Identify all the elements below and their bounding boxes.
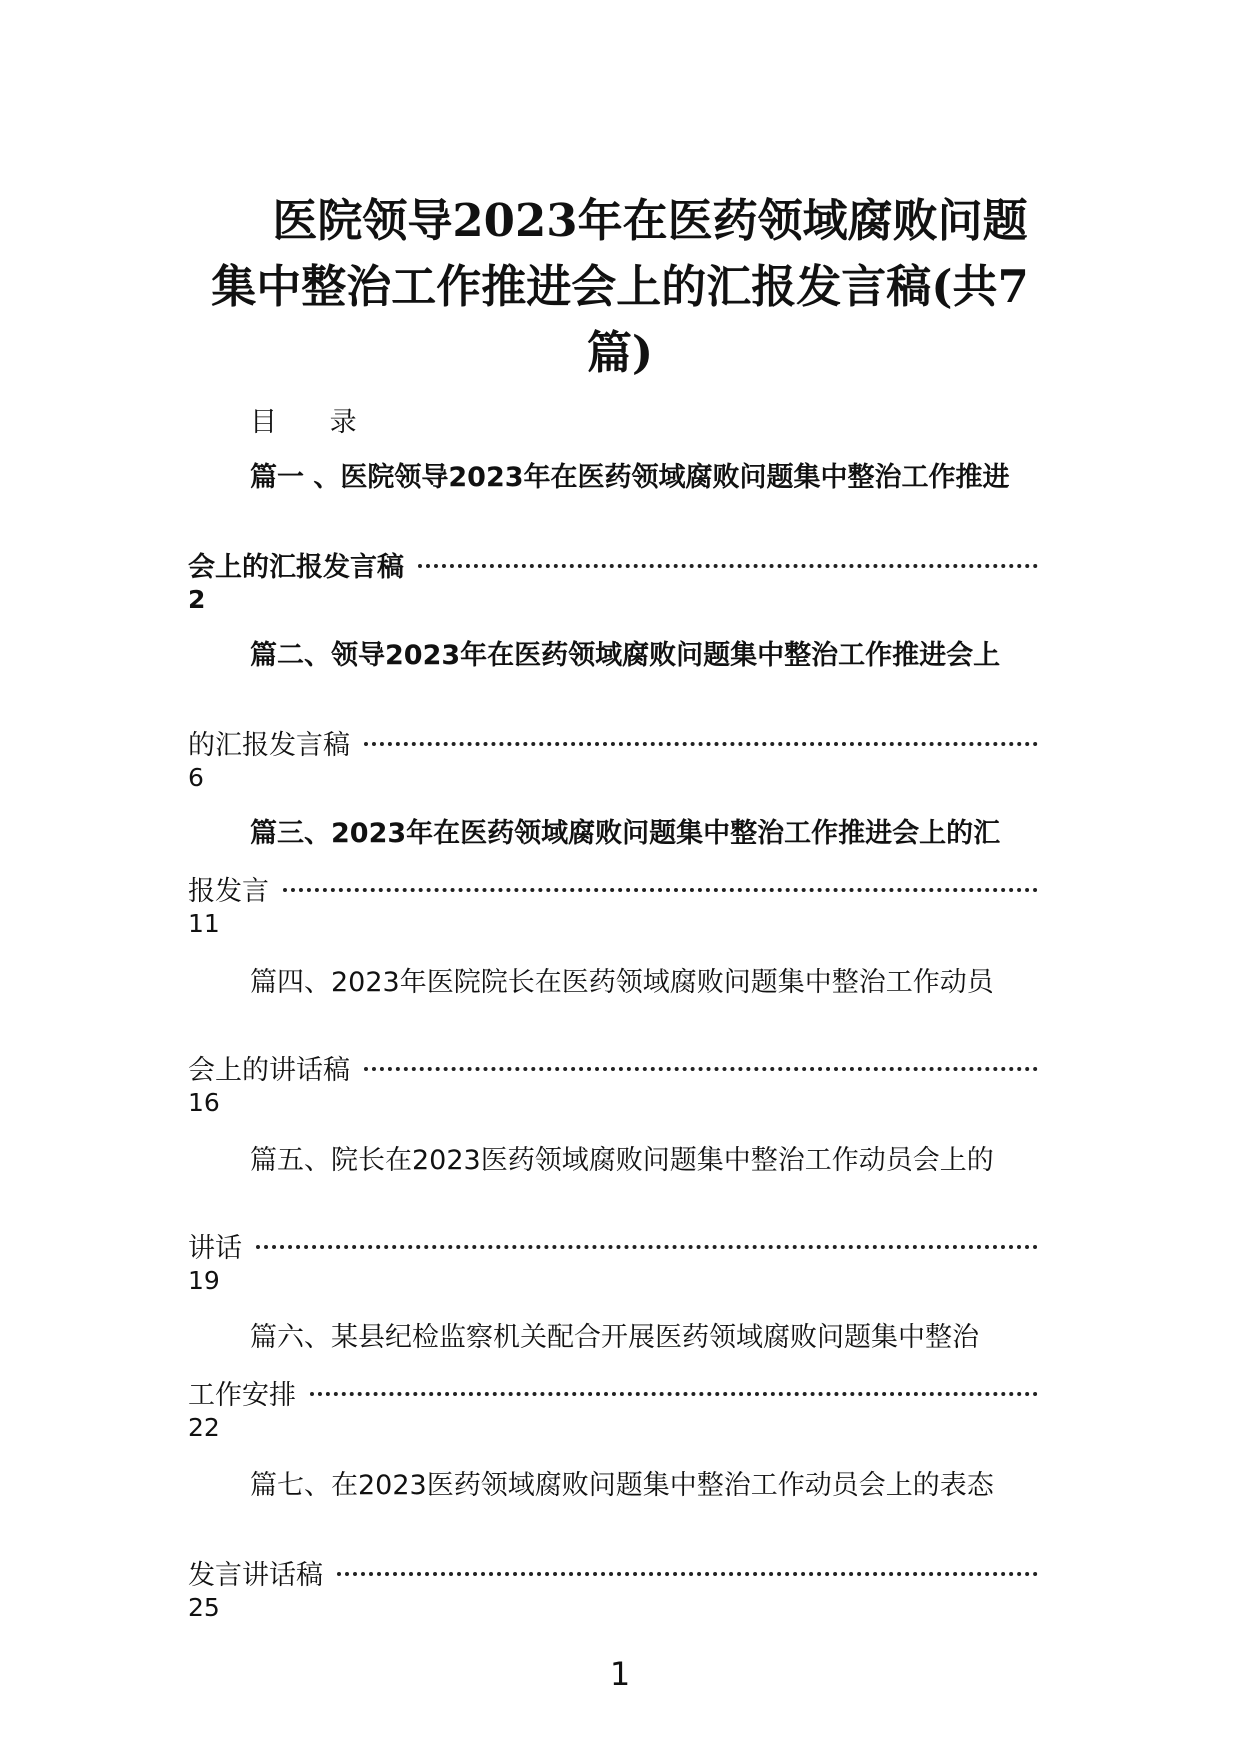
toc-entry-6-page: 22 — [188, 1413, 220, 1442]
toc-entry-5-tail-text: 讲话 — [188, 1233, 242, 1264]
toc-entry-1-page: 2 — [188, 585, 206, 614]
toc-entry-6-tail[interactable] — [188, 1380, 1038, 1444]
toc-entry-7-page: 25 — [188, 1593, 220, 1622]
dot-leader — [418, 564, 1038, 568]
title-line-3: 篇) — [586, 326, 654, 379]
toc-entry-4-head[interactable]: 篇四、2023年医院院长在医药领域腐败问题集中整治工作动员 — [250, 967, 994, 998]
document-title — [190, 188, 1050, 386]
toc-label: 目 录 — [250, 407, 379, 438]
toc-entry-4-tail-text: 会上的讲话稿 — [188, 1055, 350, 1086]
toc-entry-7-tail[interactable] — [188, 1560, 1038, 1624]
toc-entry-1-head[interactable]: 篇一 、医院领导2023年在医药领域腐败问题集中整治工作推进 — [250, 462, 1010, 493]
toc-entry-6-head[interactable]: 篇六、某县纪检监察机关配合开展医药领域腐败问题集中整治 — [250, 1322, 979, 1353]
title-line-1: 医院领导2023年在医药领域腐败问题 — [272, 194, 1028, 247]
footer-page-number: 1 — [609, 1655, 631, 1693]
toc-entry-1-tail[interactable] — [188, 552, 1038, 616]
toc-entry-4-page: 16 — [188, 1088, 220, 1117]
dot-leader — [256, 1245, 1038, 1249]
toc-entry-3-head[interactable]: 篇三、2023年在医药领域腐败问题集中整治工作推进会上的汇 — [250, 818, 1001, 849]
toc-entry-3-page: 11 — [188, 909, 220, 938]
title-line-2: 集中整治工作推进会上的汇报发言稿(共7 — [211, 260, 1029, 313]
toc-entry-4-tail[interactable] — [188, 1055, 1038, 1119]
dot-leader — [364, 742, 1038, 746]
dot-leader — [310, 1392, 1038, 1396]
toc-entry-2-page: 6 — [188, 763, 204, 792]
toc-entry-5-tail[interactable] — [188, 1233, 1038, 1297]
dot-leader — [283, 888, 1038, 892]
toc-entry-7-head[interactable]: 篇七、在2023医药领域腐败问题集中整治工作动员会上的表态 — [250, 1470, 994, 1501]
toc-entry-2-tail[interactable] — [188, 730, 1038, 794]
dot-leader — [364, 1067, 1038, 1071]
toc-entry-5-head[interactable]: 篇五、院长在2023医药领域腐败问题集中整治工作动员会上的 — [250, 1145, 994, 1176]
toc-entry-1-tail-text: 会上的汇报发言稿 — [188, 552, 404, 583]
toc-entry-5-page: 19 — [188, 1266, 220, 1295]
toc-entry-2-tail-text: 的汇报发言稿 — [188, 730, 350, 761]
toc-entry-2-head[interactable]: 篇二、领导2023年在医药领域腐败问题集中整治工作推进会上 — [250, 640, 1001, 671]
toc-entry-6-tail-text: 工作安排 — [188, 1380, 296, 1411]
dot-leader — [337, 1572, 1038, 1576]
toc-entry-3-tail-text: 报发言 — [188, 876, 269, 907]
toc-entry-7-tail-text: 发言讲话稿 — [188, 1560, 323, 1591]
toc-entry-3-tail[interactable] — [188, 876, 1038, 940]
